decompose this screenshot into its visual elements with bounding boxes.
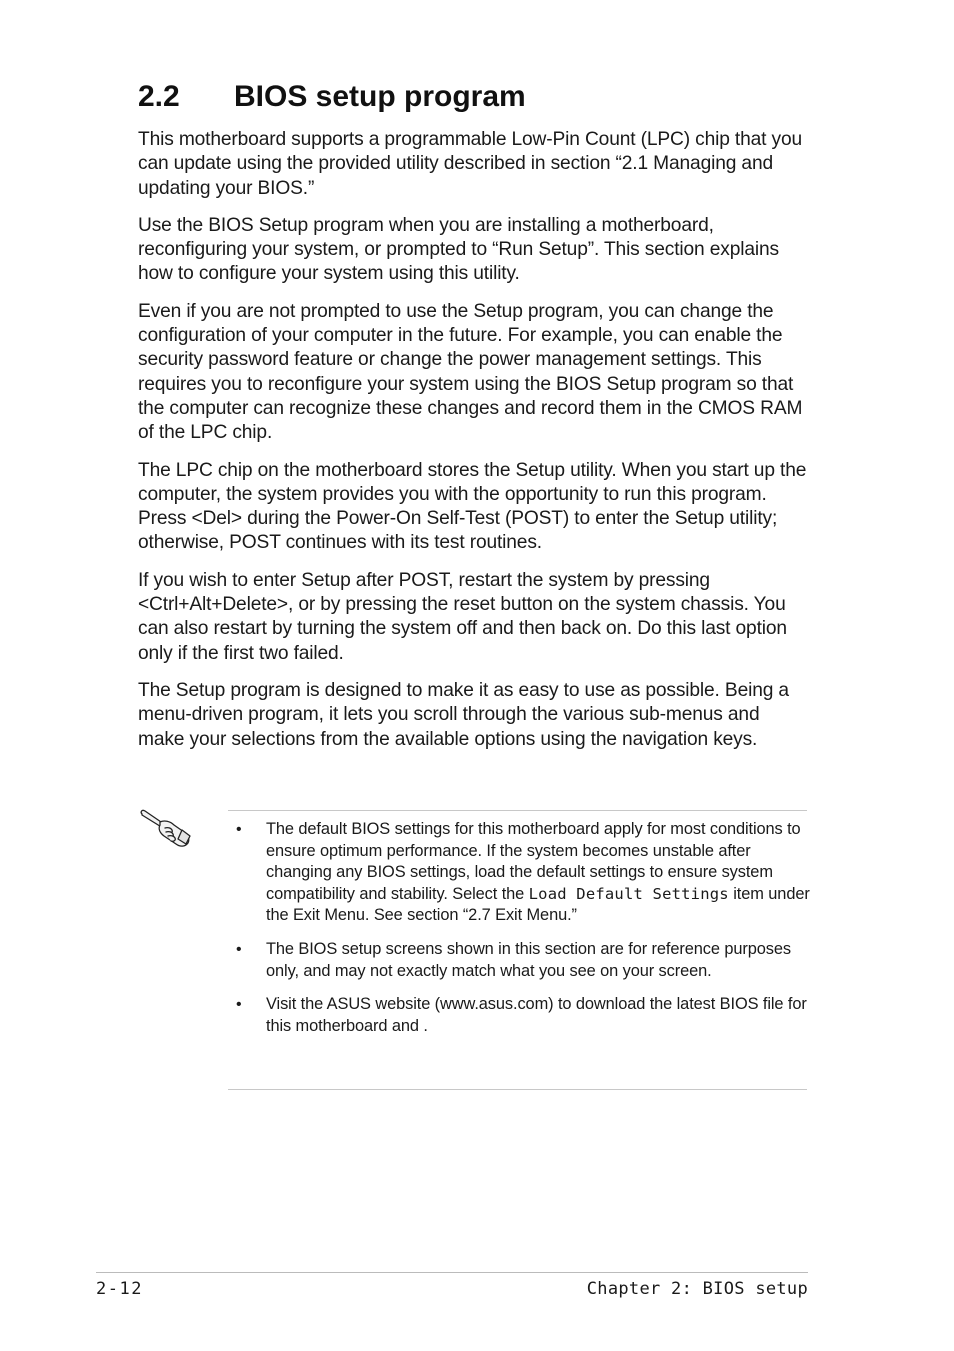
- note-text: Visit the ASUS website (www.asus.com) to download the latest BIOS file for this motherboard and .: [266, 995, 807, 1035]
- note-text: The BIOS setup screens shown in this section are for reference purposes only, and may not exactly match what you see on your screen.: [266, 939, 791, 980]
- note-item-default-settings: [236, 819, 811, 927]
- footer-divider: [96, 1272, 808, 1273]
- paragraph-menu-driven: The Setup program is designed to make it as easy to use as possible. Being a menu-driven program, it lets you scroll through the various sub-menus and make your selections from the available options using the navigation keys.: [138, 679, 789, 750]
- paragraph-post: The LPC chip on the motherboard stores the Setup utility. When you start up the computer, the system provides you with the opportunity to run this program. Press <Del> during the Power-On Self-Test (POST) to enter the Setup utility; otherwise, POST continues with its test routines.: [138, 459, 807, 554]
- note-item-asus-website: [236, 994, 811, 1037]
- bullet: •: [236, 821, 242, 838]
- chapter-title: Chapter 2: BIOS setup: [586, 1279, 808, 1299]
- section-heading: [138, 78, 526, 116]
- body-text: [138, 128, 810, 765]
- paragraph-restart: If you wish to enter Setup after POST, restart the system by pressing <Ctrl+Alt+Delete>, or by pressing the reset button on the system chassis. You can also restart by turning the system off and then back on. Do this last option only if the first two failed.: [138, 569, 787, 664]
- paragraph-change-config: Even if you are not prompted to use the Setup program, you can change the configuration of your computer in the future. For example, you can enable the security password feature or change the power management settings. This requires you to reconfigure your system using the BIOS Setup program so that the computer can recognize these changes and record them in the CMOS RAM of the LPC chip.: [138, 300, 803, 444]
- note-box: [228, 810, 810, 1090]
- bullet: •: [236, 996, 242, 1014]
- section-number: 2.2: [138, 80, 180, 113]
- note-list: [236, 819, 811, 1049]
- paragraph-use-setup: Use the BIOS Setup program when you are installing a motherboard, reconfiguring your system, or prompted to “Run Setup”. This section explains how to configure your system using this utility.: [138, 214, 779, 285]
- page-number: 2-12: [96, 1279, 143, 1299]
- note-text: item under the Exit Menu. See section “2.7 Exit Menu.”: [266, 884, 810, 925]
- note-text: The default BIOS settings for this motherboard apply for most conditions to ensure optimum performance. If the system becomes unstable after changing any BIOS settings, load the default settings to ensure system compatibility and stability. Select the: [266, 820, 801, 903]
- bullet: •: [236, 940, 242, 958]
- hand-pointer-icon: [138, 806, 192, 848]
- note-item-screens-reference: [236, 939, 811, 982]
- paragraph-lpc-chip: This motherboard supports a programmable Low-Pin Count (LPC) chip that you can update using the provided utility described in section “2.1 Managing and updating your BIOS.”: [138, 129, 802, 199]
- section-title: BIOS setup program: [234, 80, 526, 113]
- menu-item-reference: Load Default Settings: [528, 884, 729, 903]
